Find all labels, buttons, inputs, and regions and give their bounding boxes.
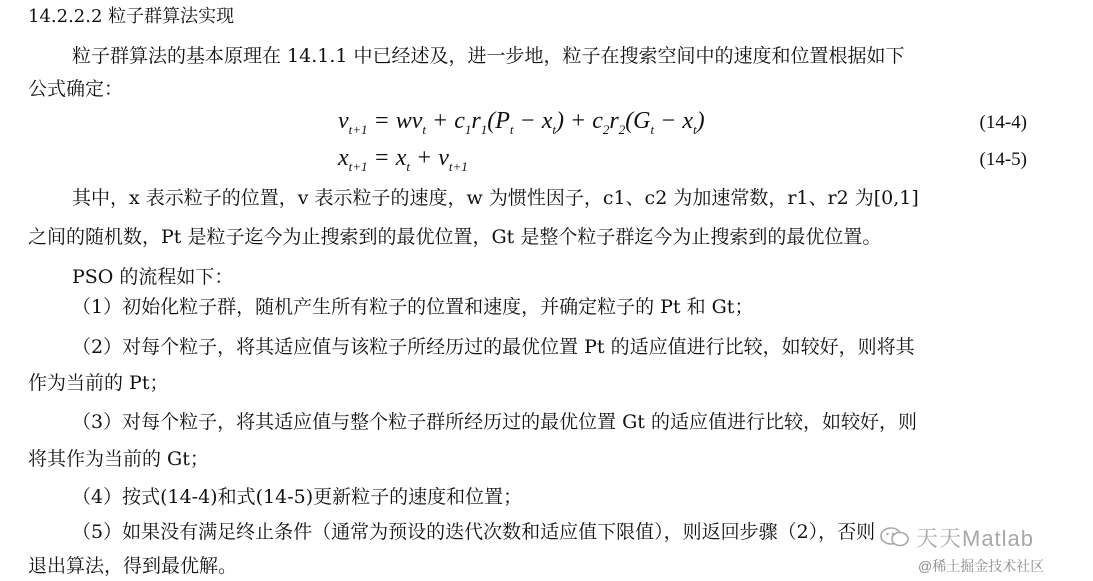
- step-2-line-2: 作为当前的 Pt；: [28, 372, 169, 394]
- step-3-line-1: （3）对每个粒子，将其适应值与整个粒子群所经历过的最优位置 Gt 的适应值进行比较，如较好，则: [72, 411, 917, 433]
- intro-line-2: 公式确定：: [28, 78, 124, 100]
- step-5-line-2: 退出算法，得到最优解。: [28, 555, 238, 577]
- equation-14-5: [0, 145, 1093, 177]
- watermark-source: @稀土掘金技术社区: [918, 558, 1045, 574]
- step-4: （4）按式(14-4)和式(14-5)更新粒子的速度和位置；: [72, 486, 523, 508]
- explanation-line-2: 之间的随机数，Pt 是粒子迄今为止搜索到的最优位置，Gt 是整个粒子群迄今为止搜索到的最优位置。: [28, 226, 882, 248]
- wechat-icon: [880, 526, 910, 548]
- intro-line-1: 粒子群算法的基本原理在 14.1.1 中已经述及，进一步地，粒子在搜索空间中的速度和位置根据如下: [72, 45, 905, 67]
- step-2-line-1: （2）对每个粒子，将其适应值与该粒子所经历过的最优位置 Pt 的适应值进行比较，如较好，则将其: [72, 336, 915, 358]
- equation-14-4: [0, 108, 1093, 140]
- equation-number: (14-4): [979, 112, 1027, 133]
- step-1: （1）初始化粒子群，随机产生所有粒子的位置和速度，并确定粒子的 Pt 和 Gt；: [72, 296, 754, 318]
- explanation-line-1: 其中，x 表示粒子的位置，v 表示粒子的速度，w 为惯性因子，c1、c2 为加速常数，r1、r2 为[0,1]: [72, 187, 919, 209]
- equation-number: (14-5): [979, 149, 1027, 170]
- watermark-account: 天天Matlab: [916, 526, 1035, 551]
- section-heading: 14.2.2.2 粒子群算法实现: [28, 6, 235, 27]
- flow-title: PSO 的流程如下：: [72, 266, 234, 288]
- step-3-line-2: 将其作为当前的 Gt；: [28, 448, 209, 470]
- watermark: [872, 520, 1087, 576]
- equation-formula: $x_{t+1} = x_t + v_{t+1}$: [338, 145, 468, 174]
- equation-formula: $v_{t+1} = wv_t + c_1r_1(P_t - x_t) + c_2r_2(G_t - x_t)$: [338, 108, 705, 137]
- step-5-line-1: （5）如果没有满足终止条件（通常为预设的迭代次数和适应值下限值），则返回步骤（2），否则: [72, 521, 876, 543]
